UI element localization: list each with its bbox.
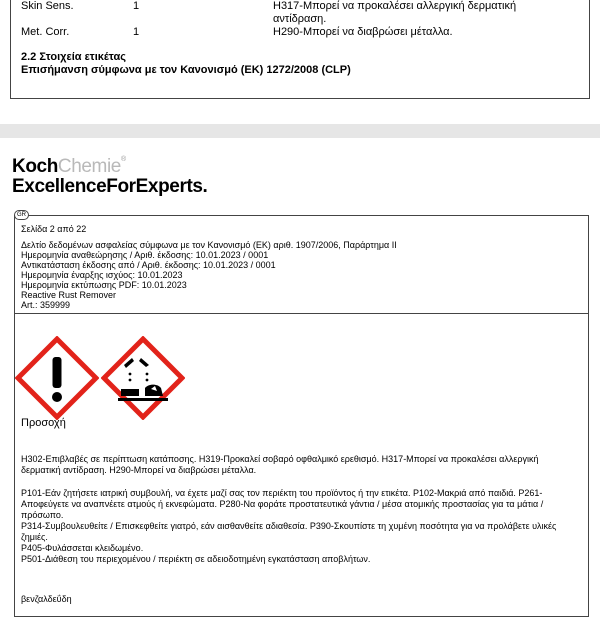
signal-word: Προσοχή <box>21 417 66 429</box>
p-statements: P101-Εάν ζητήσετε ιατρική συμβουλή, να έχετε μαζί σας τον περιέκτη του προϊόντος ή την ετικέτα. P102-Μακριά από παιδιά. P261-Αποφεύγετε να αναπνέετε ατμούς ή εκνεφώματα. P280-Να φοράτε προστατευτικά γάντια / μέσα ατομικής προστασίας για τα μάτια / πρόσωπο. <box>21 488 544 520</box>
h-statements: H302-Επιβλαβές σε περίπτωση κατάποσης. H319-Προκαλεί σοβαρό οφθαλμικό ερεθισμό. H317-Μπορεί να προκαλέσει αλλεργική δερματική αντίδραση. H290-Μπορεί να διαβρώσει μέταλλα. <box>21 454 539 475</box>
section-2-2-subtitle: Επισήμανση σύμφωνα με τον Κανονισμό (ΕΚ) 1272/2008 (CLP) <box>21 64 351 76</box>
country-badge: GR <box>14 210 29 220</box>
sds-page-frame <box>14 212 589 617</box>
section-2-2-title: 2.2 Στοιχεία ετικέτας <box>21 51 126 63</box>
page-number: Σελίδα 2 από 22 <box>21 224 87 234</box>
hazard-category-met-corr: 1 <box>133 26 140 38</box>
kochchemie-logo <box>12 156 126 178</box>
article-number: Art.: 359999 <box>21 300 71 310</box>
hazard-class-skin-sens: Skin Sens. <box>21 0 74 12</box>
ingredient-partial: βενζαλδεΰδη <box>21 594 72 604</box>
p405-statement: P405-Φυλάσσεται κλειδωμένο. <box>21 543 144 553</box>
hazard-category-skin-sens: 1 <box>133 0 140 12</box>
regulation-line: Δελτίο δεδομένων ασφαλείας σύμφωνα με τον Κανονισμό (ΕΚ) αριθ. 1907/2006, Παράρτημα II <box>21 240 397 250</box>
revision-line: Ημερομηνία αναθεώρησης / Αριθ. έκδοσης: 10.01.2023 / 0001 <box>21 250 269 260</box>
exclamation-mark-icon <box>15 336 99 420</box>
replaces-line: Αντικατάσταση έκδοσης από / Αριθ. έκδοσης: 10.01.2023 / 0001 <box>21 260 276 270</box>
hazard-statement-h290: H290-Μπορεί να διαβρώσει μέταλλα. <box>273 26 453 38</box>
hazard-statement-h317-cont: αντίδραση. <box>273 13 327 25</box>
page-separator <box>0 124 600 138</box>
p501-statement: P501-Διάθεση του περιεχομένου / περιέκτη σε αδειοδοτημένη εγκατάσταση αποβλήτων. <box>21 554 371 564</box>
logo-brand-koch: Koch <box>12 156 58 177</box>
hazard-class-met-corr: Met. Corr. <box>21 26 70 38</box>
corrosion-icon <box>101 336 185 420</box>
p-statements-2: P314-Συμβουλευθείτε / Επισκεφθείτε γιατρό, εάν αισθανθείτε αδιαθεσία. P390-Σκουπίστε τη χυμένη ποσότητα για να προλάβετε υλικές ζημιές. <box>21 521 557 542</box>
logo-brand-chemie: Chemie <box>57 156 121 177</box>
logo-slogan: ExcellenceForExperts. <box>12 176 208 197</box>
logo-reg-mark: ® <box>120 156 126 163</box>
hazard-statement-h317: H317-Μπορεί να προκαλέσει αλλεργική δερματική <box>273 0 517 12</box>
header-divider <box>15 313 588 314</box>
pdf-print-line: Ημερομηνία εκτύπωσης PDF: 10.01.2023 <box>21 280 187 290</box>
valid-from-line: Ημερομηνία έναρξης ισχύος: 10.01.2023 <box>21 270 183 280</box>
previous-page-fragment <box>10 0 590 99</box>
product-name: Reactive Rust Remover <box>21 290 117 300</box>
